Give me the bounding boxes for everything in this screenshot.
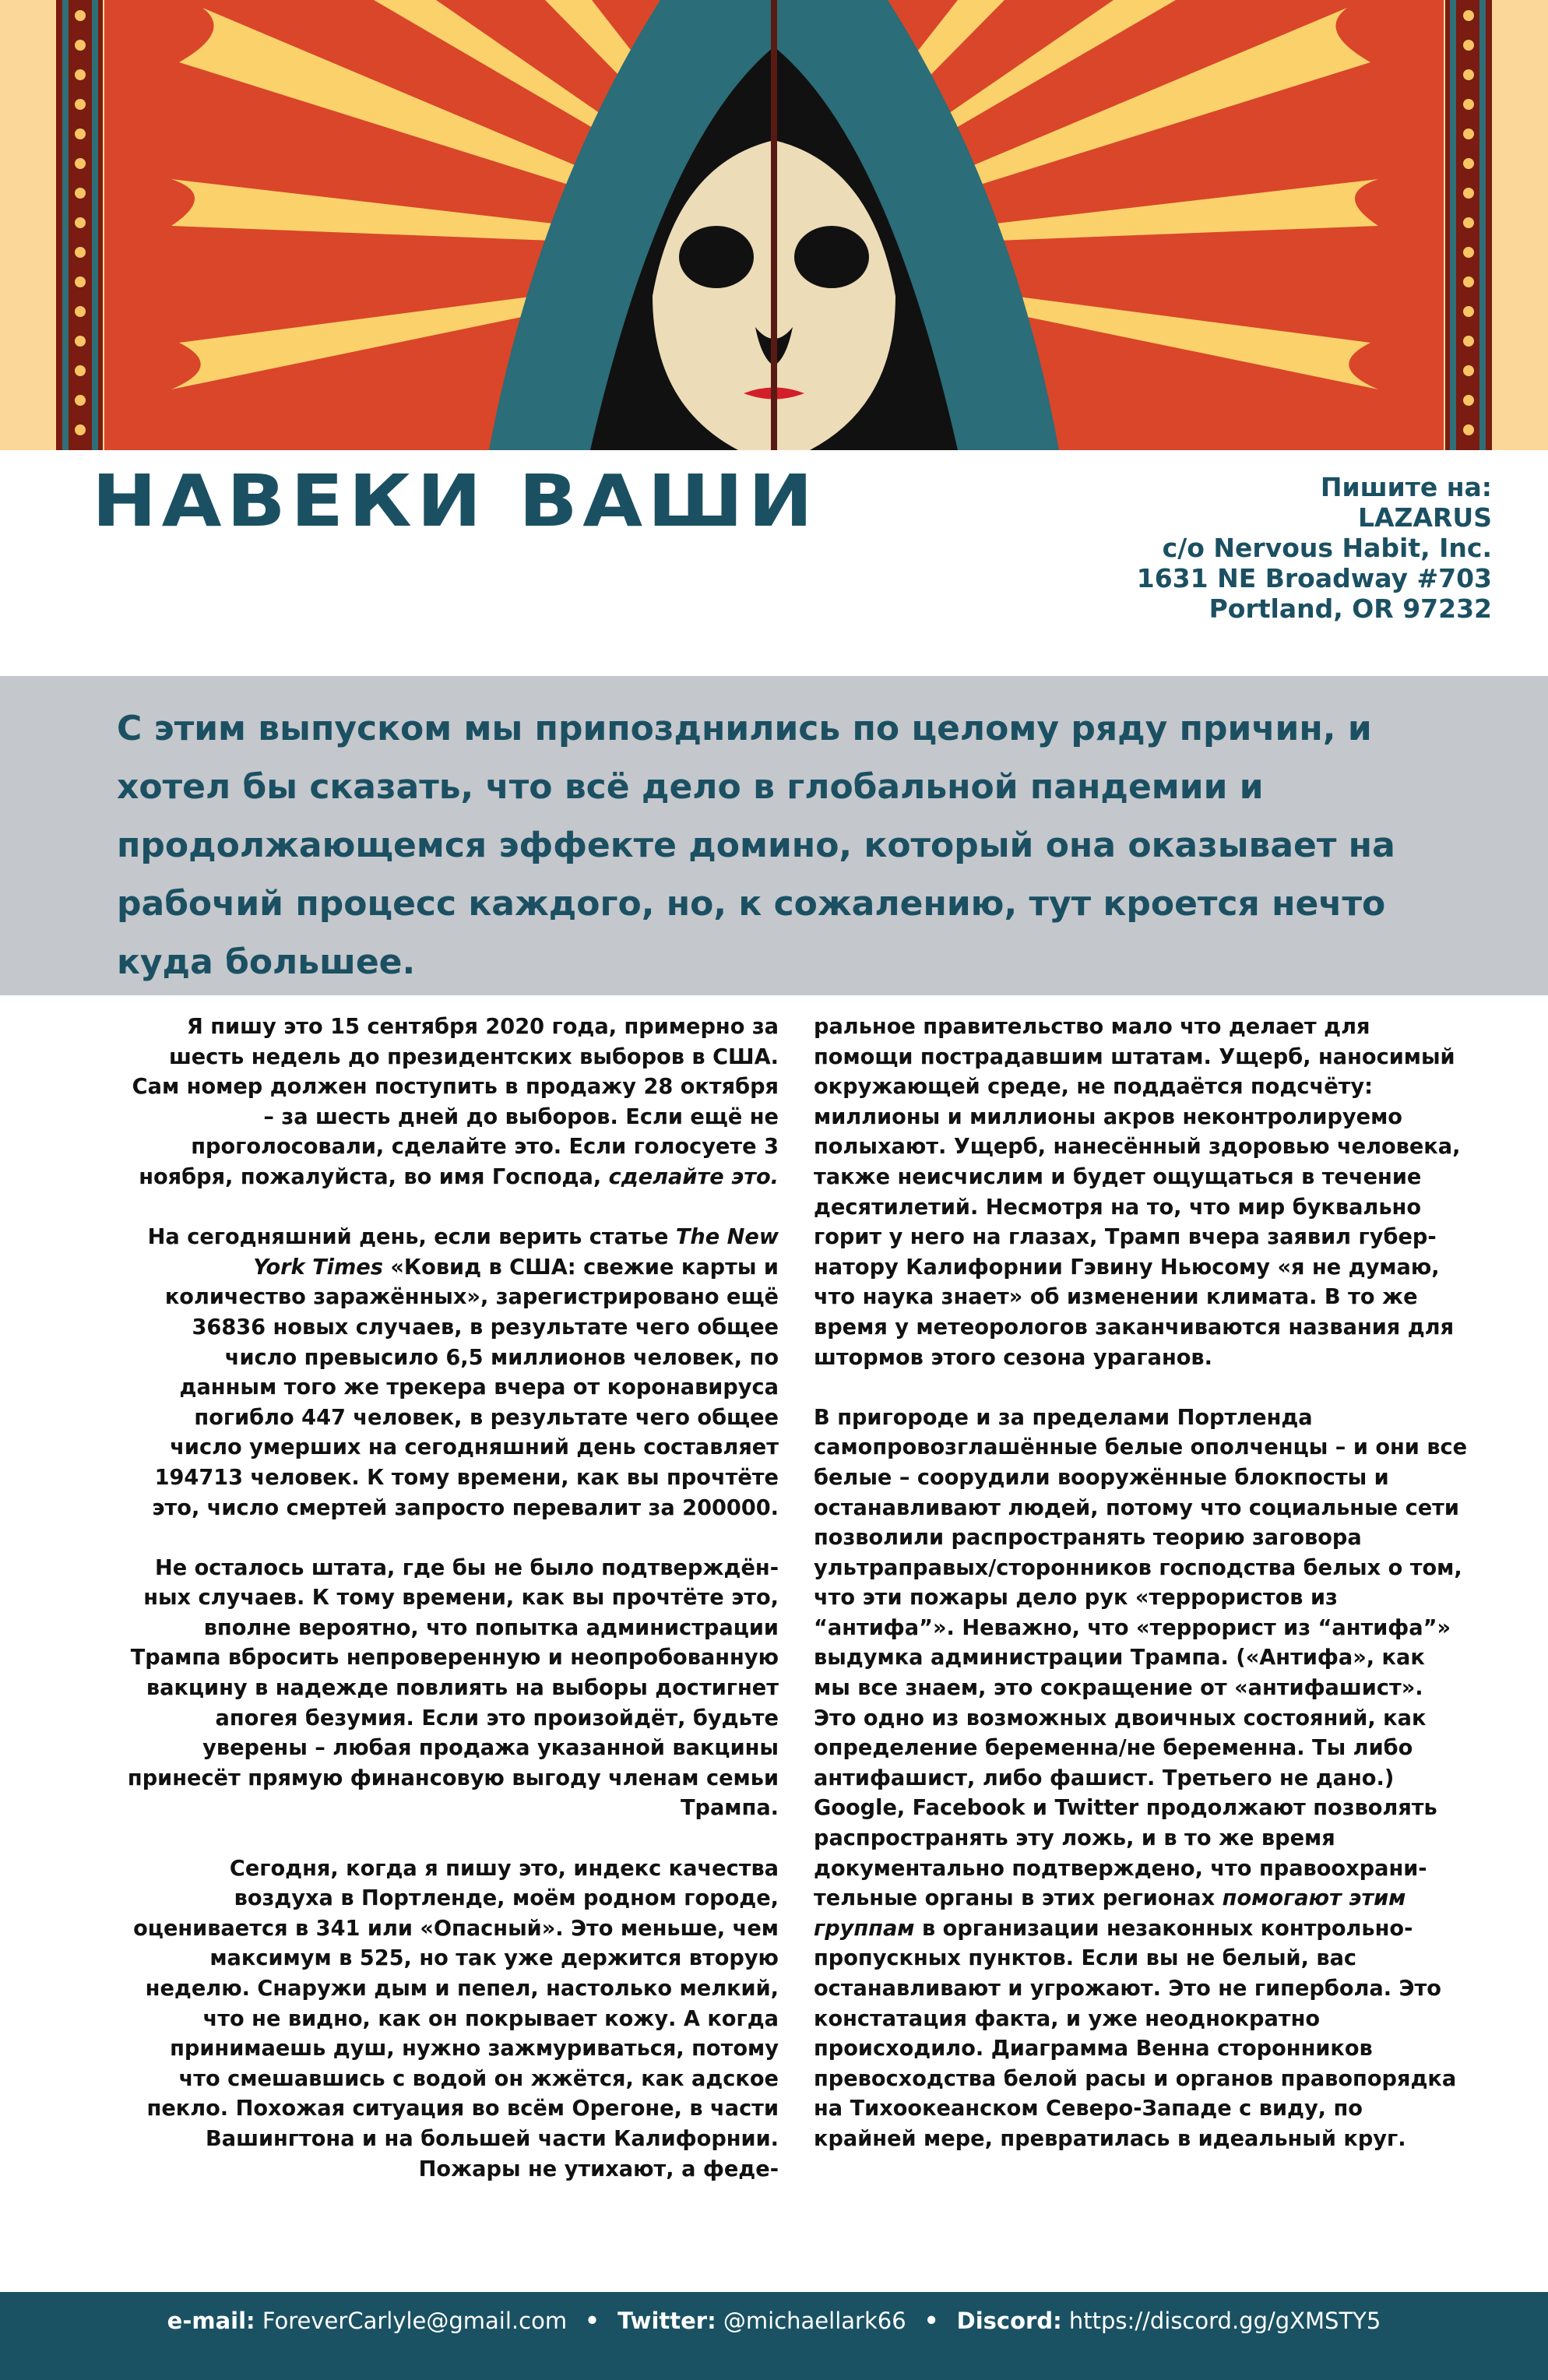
paragraph-text: На сегодняшний день, если верить статье	[147, 1225, 676, 1250]
discord-link[interactable]: https://discord.gg/gXMSTY5	[1068, 2308, 1381, 2334]
discord-label: Discord:	[956, 2308, 1062, 2334]
page-title: НАВЕКИ ВАШИ	[92, 459, 818, 543]
address-line: LAZARUS	[1357, 502, 1492, 533]
paragraph	[125, 1223, 779, 1523]
bullet-separator: •	[924, 2308, 939, 2334]
twitter-label: Twitter:	[617, 2308, 716, 2334]
left-column	[125, 1012, 779, 2215]
paragraph-text: в организации незаконных контрольно-пропускных пунктов. Если вы не белый, вас останавливают и угрожают. Это не гипербола. Это констатация факта, и уже неоднократно происходило. Диаграмма Венна сторонников превосходства белой расы и органов правопорядка на Тихоокеанском Северо-Западе с виду, по крайней мере, превратилась в идеальный круг.	[814, 1916, 1457, 2151]
footer-contact-bar	[0, 2292, 1548, 2380]
intro-box	[0, 676, 1548, 995]
emphasis-text: помогают этим группам	[814, 1886, 1406, 1941]
emphasis-text: сделайте это.	[608, 1164, 779, 1189]
address-line: 1631 NE Broadway #703	[1136, 563, 1492, 593]
paragraph: Не осталось штата, где бы не было подтверждённых случаев. К тому времени, как вы прочтёте это, вполне вероятно, что попытка администрации Трампа вбросить непроверенную и неопробованную вакцину в надежде повлиять на выборы достигнет апогея безумия. Если это произойдёт, будьте уверены – любая продажа указанной вакцины принесёт прямую финансовую выгоду членам семьи Трампа.	[127, 1555, 779, 1821]
footer-contacts	[0, 2308, 1548, 2334]
mailing-address	[1137, 472, 1492, 624]
intro-text: С этим выпуском мы припозднились по целому ряду причин, и хотел бы сказать, что всё дело в глобальной пандемии и продолжающемся эффекте домино, который она оказывает на рабочий процесс каждого, но, к сожалению, тут кроется нечто куда большее.	[117, 709, 1395, 982]
paragraph-text: Я пишу это 15 сентября 2020 года, примерно за шесть недель до президентских выборов в США. Сам номер должен поступить в продажу 28 октября – за шесть дней до выборов. Если ещё не проголосовали, сделайте это. Если голосуете 3 ноября, пожалуйста, во имя Господа,	[132, 1015, 779, 1189]
publication-title: The New York Times	[253, 1225, 779, 1280]
paragraph-text: «Ковид в США: свежие карты и количество заражённых», зарегистрировано ещё 36836 новых случаев, в результате чего общее число превысило 6,5 миллионов человек, по данным того же трекера вчера от коронавируса погибло 447 человек, в результате чего общее число умерших на сегодняшний день составляет 194713 человек. К тому времени, как вы прочтёте это, число смертей запросто перевалит за 200000.	[152, 1255, 779, 1520]
hero-illustration	[0, 0, 1548, 450]
address-line: Portland, OR 97232	[1208, 593, 1492, 624]
madonna-illustration	[0, 0, 1548, 450]
twitter-link[interactable]: @michaellark66	[723, 2308, 906, 2334]
paragraph: ральное правительство мало что делает для помощи пострадавшим штатам. Ущерб, наносимый окружающей среде, не поддаётся подсчёту: миллионы и миллионы акров неконтролируемо полыхают. Ущерб, нанесённый здоровью человека, также неисчислим и будет ощущаться в течение десятилетий. Несмотря на то, что мир буквально горит у него на глазах, Трамп вчера заявил губернатору Калифорнии Гэвину Ньюсому «я не думаю, что наука знает» об изменении климата. В то же время у метеорологов заканчиваются названия для штормов этого сезона ураганов.	[814, 1015, 1461, 1370]
email-link[interactable]: ForeverCarlyle@gmail.com	[262, 2308, 568, 2334]
right-column	[814, 1012, 1468, 2185]
address-label: Пишите на:	[1320, 472, 1492, 502]
email-label: e-mail:	[167, 2308, 255, 2334]
bullet-separator: •	[585, 2308, 600, 2334]
paragraph	[125, 1012, 779, 1193]
paragraph-text: В пригороде и за пределами Портленда самопровозглашённые белые ополченцы – и они все белые – соорудили вооружённые блокпосты и останавливают людей, потому что социальные сети позволили распространять теорию заговора ультраправых/сторонников господства белых о том, что эти пожары дело рук «террористов из “антифа”». Неважно, что «террорист из “антифа”» выдумка администрации Трампа. («Антифа», как мы все знаем, это сокращение от «антифашист». Это одно из возможных двоичных состояний, как определение беременна/не беременна. Ты либо антифашист, либо фашист. Третьего не дано.) Google, Facebook и Twitter продолжают позволять распространять эту ложь, и в то же время документально подтверждено, что правоохранительные органы в этих регионах	[814, 1405, 1468, 1911]
address-line: c/o Nervous Habit, Inc.	[1162, 533, 1492, 563]
paragraph: Сегодня, когда я пишу это, индекс качества воздуха в Портленде, моём родном городе, оценивается в 341 или «Опасный». Это меньше, чем максимум в 525, но так уже держится вторую неделю. Снаружи дым и пепел, настолько мелкий, что не видно, как он покрывает кожу. А когда принимаешь душ, нужно зажмуриваться, потому что смешавшись с водой он жжётся, как адское пекло. Похожая ситуация во всём Орегоне, в части Вашингтона и на большей части Калифорнии. Пожары не утихают, а феде-	[133, 1856, 779, 2181]
paragraph	[814, 1403, 1468, 2155]
